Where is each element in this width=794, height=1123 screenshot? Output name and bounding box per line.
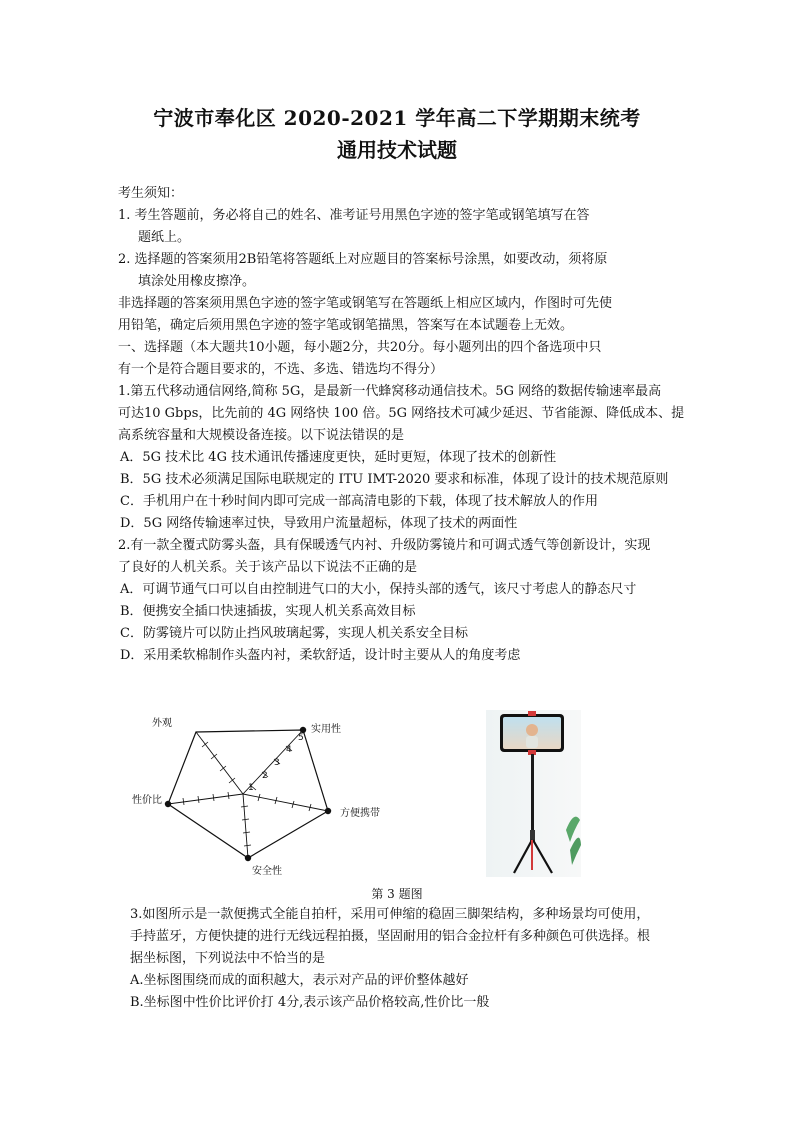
scale-label: 1 [248, 783, 254, 793]
question-3-figure [118, 700, 688, 900]
exam-title: 宁波市奉化区 2020-2021 学年高二下学期期末统考 [153, 106, 641, 130]
scale-label: 3 [274, 758, 280, 768]
question-3 [130, 904, 690, 1014]
radar-label-portability: 方便携带 [340, 808, 380, 819]
radar-label-practicality: 实用性 [311, 724, 341, 735]
question-1-option-c: C．手机用户在十秒时间内即可完成一部高清电影的下载，体现了技术解放人的作用 [120, 494, 598, 509]
section-heading: 一、选择题（本大题共10小题，每小题2分，共20分。每小题列出的四个备选项中只 [118, 340, 602, 355]
radar-point [245, 855, 251, 861]
notice-line: 填涂处用橡皮擦净。 [138, 274, 256, 289]
radar-axis [196, 732, 243, 794]
radar-label-value: 性价比 [132, 795, 162, 806]
notice-line: 题纸上。 [138, 230, 191, 245]
question-1-stem: 1.第五代移动通信网络,简称 5G，是最新一代蜂窝移动通信技术。5G 网络的数据传输速率最高 [118, 384, 662, 399]
question-3-stem: 据坐标图，下列说法中不恰当的是 [130, 951, 326, 966]
question-1-option-b: B．5G 技术必须满足国际电联规定的 ITU IMT-2020 要求和标准，体现了设计的技术规范原则 [120, 472, 669, 487]
radar-point [165, 801, 171, 807]
question-3-stem: 3.如图所示是一款便携式全能自拍杆，采用可伸缩的稳固三脚架结构，多种场景均可使用， [130, 907, 650, 922]
radar-axis [168, 794, 243, 804]
radar-point [325, 808, 331, 814]
figure-caption: 第 3 题图 [371, 887, 423, 901]
scale-label: 5 [298, 733, 304, 743]
question-1-stem: 可达10 Gbps，比先前的 4G 网络快 100 倍。5G 网络技术可减少延迟、节省能源、降低成本、提 [118, 406, 685, 421]
question-3-option-a: A.坐标图围绕而成的面积越大，表示对产品的评价整体越好 [130, 973, 469, 988]
radar-label-appearance: 外观 [152, 718, 172, 729]
question-2-option-b: B．便携安全插口快速插拔，实现人机关系高效目标 [120, 604, 416, 619]
question-2-option-d: D．采用柔软棉制作头盔内衬，柔软舒适，设计时主要从人的角度考虑 [120, 648, 521, 663]
question-1-option-d: D．5G 网络传输速率过快，导致用户流量超标，体现了技术的两面性 [120, 516, 518, 531]
scale-label: 2 [262, 771, 268, 781]
radar-outline [168, 730, 328, 858]
selfie-stick-photo [486, 710, 581, 877]
question-2-stem: 了良好的人机关系。关于该产品以下说法不正确的是 [118, 560, 418, 575]
exam-subtitle: 通用技术试题 [337, 138, 457, 162]
question-2-option-a: A．可调节通气口可以自由控制进气口的大小，保持头部的透气，该尺寸考虑人的静态尺寸 [120, 582, 637, 597]
question-2-stem: 2.有一款全覆式防雾头盔，具有保暖透气内衬、升级防雾镜片和可调式透气等创新设计，实现 [118, 538, 651, 553]
question-2-option-c: C．防雾镜片可以防止挡风玻璃起雾，实现人机关系安全目标 [120, 626, 468, 641]
notice-line: 1. 考生答题前，务必将自己的姓名、准考证号用黑色字迹的签字笔或钢笔填写在答 [118, 208, 590, 223]
notice-line: 非选择题的答案须用黑色字迹的签字笔或钢笔写在答题纸上相应区域内，作图时可先使 [118, 296, 613, 311]
question-3-stem: 手持蓝牙，方便快捷的进行无线远程拍摄，坚固耐用的铝合金拉杆有多种颜色可供选择。根 [130, 929, 651, 944]
exam-body [118, 183, 688, 667]
radar-axis [243, 794, 328, 811]
question-1-option-a: A．5G 技术比 4G 技术通讯传播速度更快，延时更短，体现了技术的创新性 [120, 450, 557, 465]
scale-label: 4 [286, 745, 292, 755]
radar-axis [243, 794, 248, 858]
question-3-option-b: B.坐标图中性价比评价打 4分,表示该产品价格较高,性价比一般 [130, 995, 490, 1010]
radar-label-safety: 安全性 [252, 866, 282, 877]
notice-line: 用铅笔，确定后须用黑色字迹的签字笔或钢笔描黑，答案写在本试题卷上无效。 [118, 318, 574, 333]
notice-line: 2. 选择题的答案须用2B铅笔将答题纸上对应题目的答案标号涂黑，如要改动，须将原 [118, 252, 608, 267]
radar-chart [128, 706, 458, 881]
question-1-stem: 高系统容量和大规模设备连接。以下说法错误的是 [118, 428, 405, 443]
section-heading: 有一个是符合题目要求的，不选、多选、错选均不得分） [118, 362, 444, 377]
notice-heading: 考生须知： [118, 186, 184, 201]
